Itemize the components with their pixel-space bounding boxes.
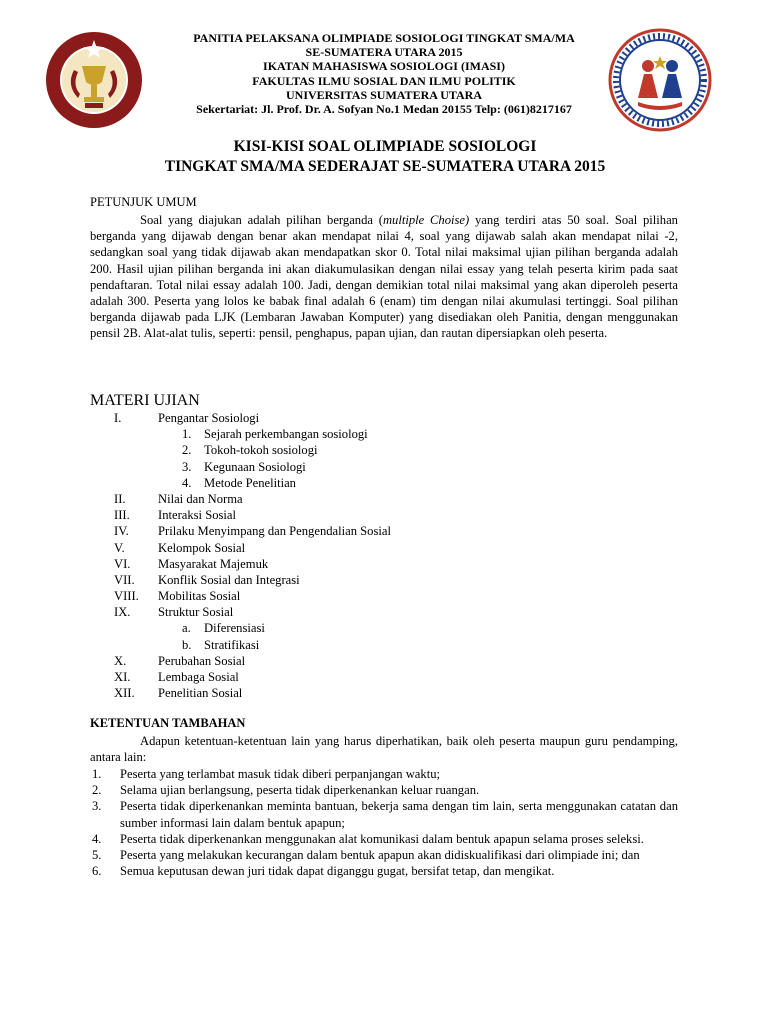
ketentuan-intro-text: Adapun ketentuan-ketentuan lain yang harus diperhatikan, baik oleh peserta maupun guru pendamping, antara lain: xyxy=(90,734,678,765)
materi-item-label: Struktur Sosial xyxy=(158,605,234,620)
title-line-1: KISI-KISI SOAL OLIMPIADE SOSIOLOGI xyxy=(233,138,537,155)
petunjuk-text-rest: yang terdiri atas 50 soal. Soal pilihan berganda yang dijawab dengan benar akan mendapat nilai 4, soal yang dijawab salah akan mendapat nilai -2, sedangkan soal yang tidak dijawab akan mendapatkan skor 0. Total nilai maksimal ujian pilihan berganda adalah 200. Hasil ujian pilihan berganda ini akan diakumulasikan dengan nilai essay yang telah peserta kirim pada saat pendaftaran. Total nilai essay adalah 100. Jadi, dengan demikian total nilai maksimal yang akan diperoleh peserta adalah 300. Peserta yang lolos ke babak final adalah 6 (enam) tim dengan nilai akumulasi tertinggi. Soal pilihan berganda dijawab pada LJK (Lembaran Jawaban Komputer) yang disediakan oleh Panitia, dengan menggunakan pensil 2B. Alat-alat tulis, seperti: pensil, penghapus, papan ujian, dan rautan dipersiapkan oleh peserta. xyxy=(90,213,678,341)
materi-subitem xyxy=(90,459,650,475)
materi-item-number: XII. xyxy=(114,686,135,701)
materi-heading: MATERI UJIAN xyxy=(90,392,200,409)
letterhead-line-2: SE-SUMATERA UTARA 2015 xyxy=(305,45,463,60)
materi-item xyxy=(90,604,650,620)
ketentuan-heading: KETENTUAN TAMBAHAN xyxy=(90,716,246,730)
materi-subitem-label: Tokoh-tokoh sosiologi xyxy=(204,443,318,458)
ketentuan-item-text: Peserta yang melakukan kecurangan dalam bentuk apapun akan didiskualifikasi dari olimpiade ini; dan xyxy=(120,848,640,863)
materi-item-label: Masyarakat Majemuk xyxy=(158,556,269,571)
materi-item-label: Mobilitas Sosial xyxy=(158,589,241,604)
materi-item xyxy=(90,556,650,572)
document-title xyxy=(90,137,680,177)
letterhead-line-1: PANITIA PELAKSANA OLIMPIADE SOSIOLOGI TINGKAT SMA/MA xyxy=(193,31,575,45)
olympiad-logo-icon xyxy=(608,28,712,132)
materi-item-label: Interaksi Sosial xyxy=(158,508,236,523)
materi-subitem-number: 1. xyxy=(182,427,192,442)
ketentuan-item-text: Semua keputusan dewan juri tidak dapat diganggu gugat, bersifat tetap, dan mengikat. xyxy=(120,864,555,879)
materi-subitem-number: 3. xyxy=(182,459,192,474)
title-line-2: TINGKAT SMA/MA SEDERAJAT SE-SUMATERA UTARA 2015 xyxy=(164,158,606,175)
materi-subitem-number: a. xyxy=(182,621,191,636)
ketentuan-item-number: 3. xyxy=(92,799,102,814)
materi-item xyxy=(90,572,650,588)
materi-item-label: Kelompok Sosial xyxy=(158,540,246,555)
materi-item-number: VII. xyxy=(114,572,135,587)
ketentuan-item xyxy=(90,831,678,847)
materi-item-number: IX. xyxy=(114,605,131,620)
ketentuan-item-number: 6. xyxy=(92,864,102,879)
materi-subitem-label: Sejarah perkembangan sosiologi xyxy=(204,427,368,442)
materi-item-number: X. xyxy=(114,653,127,668)
ketentuan-item-number: 4. xyxy=(92,831,102,846)
materi-list xyxy=(90,410,650,701)
letterhead-line-3: IKATAN MAHASISWA SOSIOLOGI (IMASI) xyxy=(263,59,505,74)
materi-item xyxy=(90,669,650,685)
letterhead-address: Sekertariat: Jl. Prof. Dr. A. Sofyan No.1 Medan 20155 Telp: (061)8217167 xyxy=(196,102,572,117)
materi-item-number: XI. xyxy=(114,670,131,684)
materi-subitem-number: 2. xyxy=(182,443,192,458)
materi-subitem xyxy=(90,426,650,442)
materi-item xyxy=(90,523,650,539)
letterhead-line-4: FAKULTAS ILMU SOSIAL DAN ILMU POLITIK xyxy=(252,73,516,88)
materi-item-number: IV. xyxy=(114,524,129,539)
ketentuan-list xyxy=(90,766,678,879)
materi-item xyxy=(90,653,650,669)
ketentuan-item xyxy=(90,798,678,830)
materi-subitem xyxy=(90,637,650,653)
letterhead xyxy=(150,31,618,116)
materi-item xyxy=(90,685,650,701)
materi-item-label: Pengantar Sosiologi xyxy=(158,411,260,425)
petunjuk-text-start: Soal yang diajukan adalah pilihan berganda ( xyxy=(140,213,383,227)
ketentuan-item-text: Selama ujian berlangsung, peserta tidak diperkenankan keluar ruangan. xyxy=(120,783,480,798)
ketentuan-intro xyxy=(90,733,678,765)
ketentuan-item-text: Peserta tidak diperkenankan meminta bantuan, bekerja sama dengan tim lain, serta menggunakan catatan dan sumber informasi lain dalam bentuk apapun; xyxy=(120,799,678,830)
petunjuk-paragraph xyxy=(90,212,678,342)
materi-item-label: Nilai dan Norma xyxy=(158,491,243,506)
imasi-logo-icon xyxy=(44,30,144,130)
materi-subitem-label: Stratifikasi xyxy=(204,637,260,652)
materi-item-label: Lembaga Sosial xyxy=(158,670,239,684)
materi-item-number: I. xyxy=(114,411,122,425)
ketentuan-item xyxy=(90,863,678,879)
materi-item-number: VIII. xyxy=(114,589,139,604)
materi-item xyxy=(90,588,650,604)
materi-item-label: Konflik Sosial dan Integrasi xyxy=(158,572,300,587)
materi-item-label: Penelitian Sosial xyxy=(158,686,243,701)
materi-subitem-label: Metode Penelitian xyxy=(204,475,296,490)
materi-item-number: VI. xyxy=(114,556,131,571)
materi-subitem xyxy=(90,475,650,491)
ketentuan-item-text: Peserta yang terlambat masuk tidak diberi perpanjangan waktu; xyxy=(120,767,440,781)
ketentuan-item-number: 1. xyxy=(92,767,102,781)
materi-item-label: Prilaku Menyimpang dan Pengendalian Sosial xyxy=(158,524,391,539)
petunjuk-text-italic: multiple Choise) xyxy=(382,213,470,227)
ketentuan-item xyxy=(90,847,678,863)
ketentuan-item xyxy=(90,766,678,782)
materi-subitem xyxy=(90,620,650,636)
ketentuan-item-number: 5. xyxy=(92,848,102,863)
ketentuan-item-text: Peserta tidak diperkenankan menggunakan alat komunikasi dalam bentuk apapun selama proses seleksi. xyxy=(120,831,644,846)
materi-item-number: III. xyxy=(114,508,130,523)
materi-item xyxy=(90,491,650,507)
materi-subitem-number: 4. xyxy=(182,475,192,490)
materi-item-number: V. xyxy=(114,540,125,555)
letterhead-line-5: UNIVERSITAS SUMATERA UTARA xyxy=(285,87,483,102)
materi-item-label: Perubahan Sosial xyxy=(158,653,246,668)
materi-item-number: II. xyxy=(114,491,126,506)
ketentuan-item xyxy=(90,782,678,798)
materi-subitem-number: b. xyxy=(182,637,192,652)
materi-item xyxy=(90,507,650,523)
materi-subitem xyxy=(90,442,650,458)
materi-item xyxy=(90,540,650,556)
petunjuk-heading: PETUNJUK UMUM xyxy=(90,195,197,209)
materi-subitem-label: Diferensiasi xyxy=(204,621,265,636)
ketentuan-item-number: 2. xyxy=(92,783,102,798)
materi-item xyxy=(90,410,650,426)
materi-subitem-label: Kegunaan Sosiologi xyxy=(204,459,306,474)
